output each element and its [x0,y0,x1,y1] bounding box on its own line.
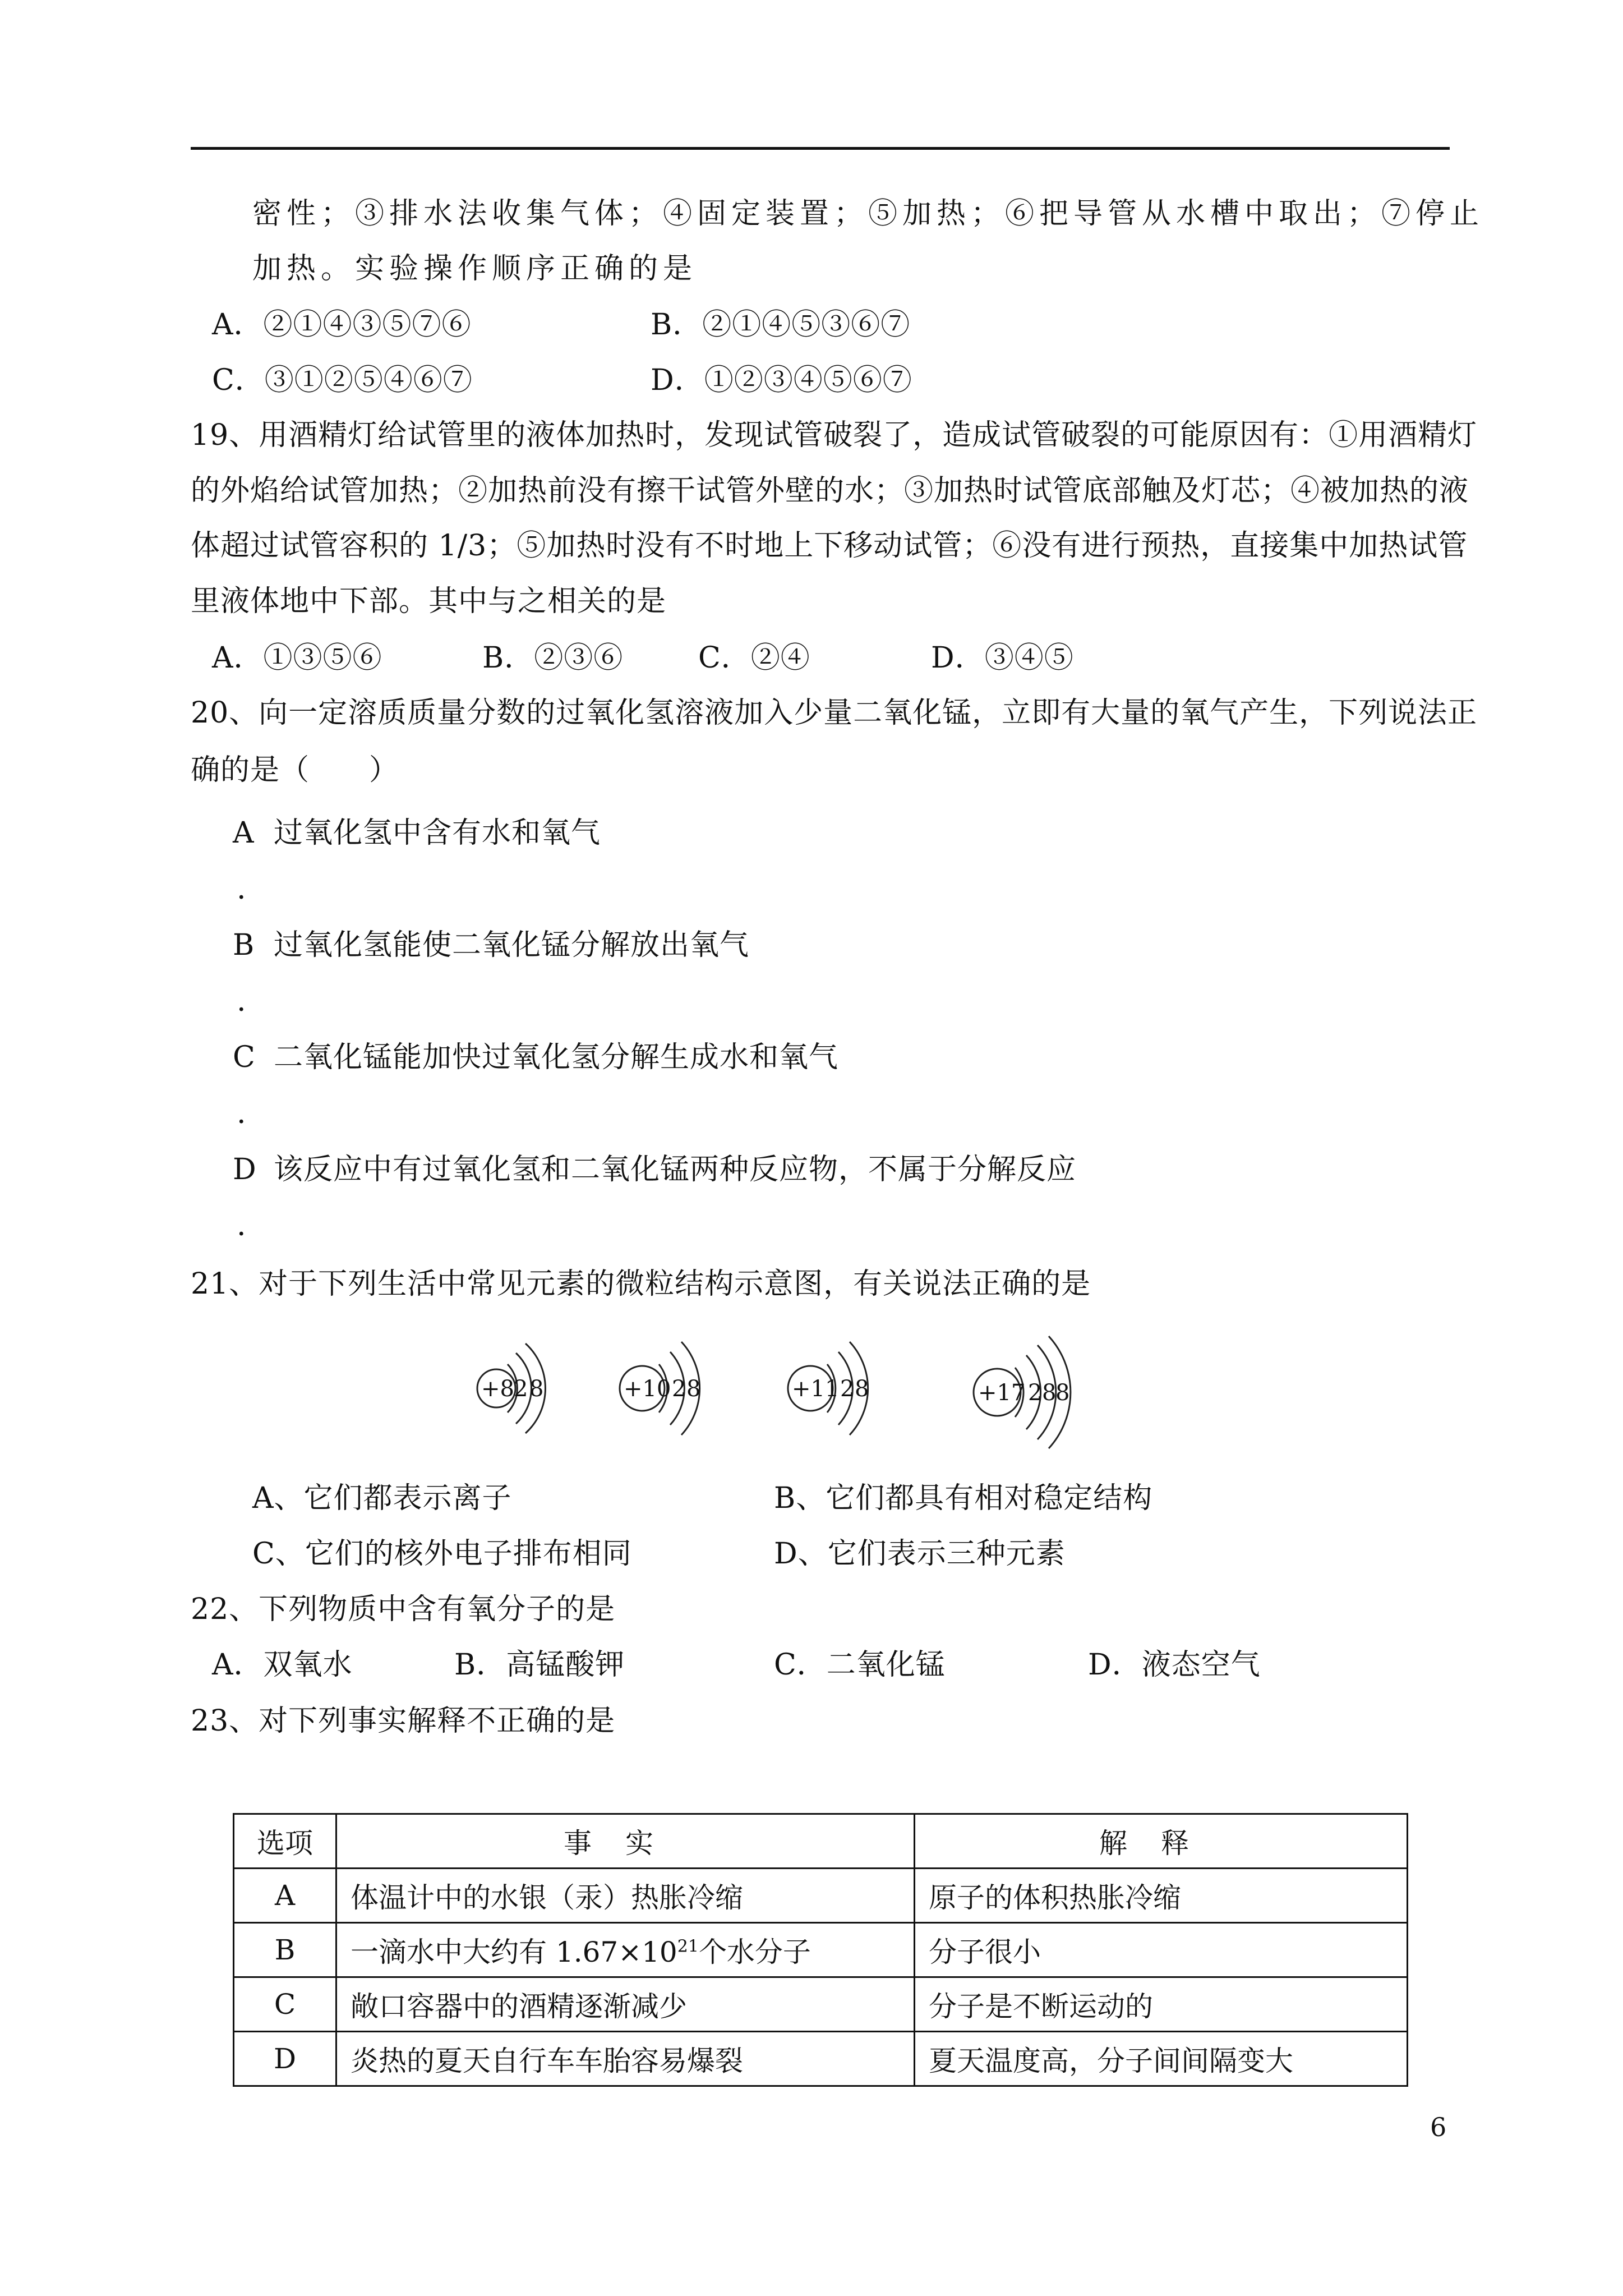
atomic-structure-diagrams [460,1318,1133,1464]
q21-option-b: B、它们都具有相对稳定结构 [774,1481,1153,1515]
table-row [234,1869,1408,1923]
q18-option-a: A．②①④③⑤⑦⑥ [212,308,472,342]
q20-line1: 20、向一定溶质质量分数的过氧化氢溶液加入少量二氧化锰，立即有大量的氧气产生，下列说法正 [191,696,1478,730]
diagram2-nucleus: +10 [624,1376,671,1402]
row-option: C [234,1977,336,2032]
q20-option-a-dot: . [237,872,246,906]
q20-line2: 确的是（ ） [191,753,399,787]
q18-line2: 加热。实验操作顺序正确的是 [252,252,698,286]
q19-line1: 19、用酒精灯给试管里的液体加热时，发现试管破裂了，造成试管破裂的可能原因有：①用酒精灯 [191,418,1478,452]
row-option: A [234,1869,336,1923]
row-explanation: 原子的体积热胀冷缩 [915,1869,1408,1923]
row-fact: 敞口容器中的酒精逐渐减少 [336,1977,915,2032]
q22-option-d: D．液态空气 [1088,1648,1261,1682]
q20-option-d-dot: . [237,1209,246,1243]
page-number: 6 [1430,2112,1447,2142]
q19-option-d: D．③④⑤ [931,641,1074,675]
q23-line1: 23、对下列事实解释不正确的是 [191,1704,616,1738]
diagram1-shell2: 8 [529,1376,544,1402]
row-explanation: 分子是不断运动的 [915,1977,1408,2032]
table-row [234,1977,1408,2032]
header-explanation: 解释 [915,1814,1408,1869]
q18-option-c: C．③①②⑤④⑥⑦ [212,364,473,397]
q19-line3: 体超过试管容积的 1/3；⑤加热时没有不时地上下移动试管；⑥没有进行预热，直接集中加热试管 [191,529,1468,563]
q20-option-d-text: 该反应中有过氧化氢和二氧化锰两种反应物，不属于分解反应 [274,1153,1077,1186]
diagram4-nucleus: +17 [978,1380,1026,1406]
q19-option-c: C．②④ [698,641,810,675]
q20-option-a-text: 过氧化氢中含有水和氧气 [274,816,601,850]
row-fact: 体温计中的水银（汞）热胀冷缩 [336,1869,915,1923]
q22-line1: 22、下列物质中含有氧分子的是 [191,1593,616,1626]
row-fact-exponent: 21 [677,1936,699,1957]
q19-option-b: B．②③⑥ [482,641,624,675]
q22-option-a: A．双氧水 [212,1648,353,1682]
q19-line4: 里液体地中下部。其中与之相关的是 [191,585,667,618]
q18-option-b: B．②①④⑤③⑥⑦ [651,308,911,342]
diagram3-nucleus: +11 [792,1376,840,1402]
row-fact [336,1923,915,1977]
q20-option-a-letter: A [233,816,255,850]
diagram1-shell1: 2 [514,1376,528,1402]
diagram2-shell2: 8 [686,1376,701,1402]
q22-option-b: B．高锰酸钾 [454,1648,625,1682]
facts-table [233,1813,1408,2087]
q20-option-c-text: 二氧化锰能加快过氧化氢分解生成水和氧气 [274,1041,839,1074]
q20-option-c-dot: . [237,1097,246,1130]
q19-option-a: A．①③⑤⑥ [212,641,382,675]
q21-option-a: A、它们都表示离子 [252,1481,512,1515]
row-explanation: 夏天温度高，分子间间隔变大 [915,2032,1408,2086]
q20-option-b-dot: . [237,984,246,1018]
row-fact: 炎热的夏天自行车车胎容易爆裂 [336,2032,915,2086]
table-header-row [234,1814,1408,1869]
header-fact: 事实 [336,1814,915,1869]
table-row [234,2032,1408,2086]
diagram2-shell1: 2 [672,1376,686,1402]
diagram1-nucleus: +8 [481,1376,514,1402]
row-option: B [234,1923,336,1977]
row-fact-suffix: 个水分子 [698,1936,811,1968]
diagram4-shell2: 8 [1042,1380,1057,1406]
diagram4-shell3: 8 [1055,1380,1070,1406]
diagram3-shell1: 2 [840,1376,855,1402]
header-rule [191,147,1450,150]
q18-line1: 密性；③排水法收集气体；④固定装置；⑤加热；⑥把导管从水槽中取出；⑦停止 [252,197,1484,231]
q18-option-d: D．①②③④⑤⑥⑦ [651,364,912,397]
q21-option-d: D、它们表示三种元素 [774,1537,1066,1571]
table-row [234,1923,1408,1977]
header-option: 选项 [234,1814,336,1869]
q21-option-c: C、它们的核外电子排布相同 [252,1537,632,1571]
row-explanation: 分子很小 [915,1923,1408,1977]
q22-option-c: C．二氧化锰 [774,1648,946,1682]
q19-line2: 的外焰给试管加热；②加热前没有擦干试管外壁的水；③加热时试管底部触及灯芯；④被加热的液 [191,474,1469,508]
row-fact-prefix: 一滴水中大约有 1.67×10 [351,1936,677,1968]
q20-option-c-letter: C [233,1041,256,1074]
diagram4-shell1: 2 [1028,1380,1043,1406]
row-option: D [234,2032,336,2086]
q20-option-b-letter: B [233,928,255,962]
q21-line1: 21、对于下列生活中常见元素的微粒结构示意图，有关说法正确的是 [191,1267,1091,1301]
q20-option-b-text: 过氧化氢能使二氧化锰分解放出氧气 [274,928,750,962]
diagram3-shell2: 8 [855,1376,869,1402]
q20-option-d-letter: D [233,1153,257,1186]
